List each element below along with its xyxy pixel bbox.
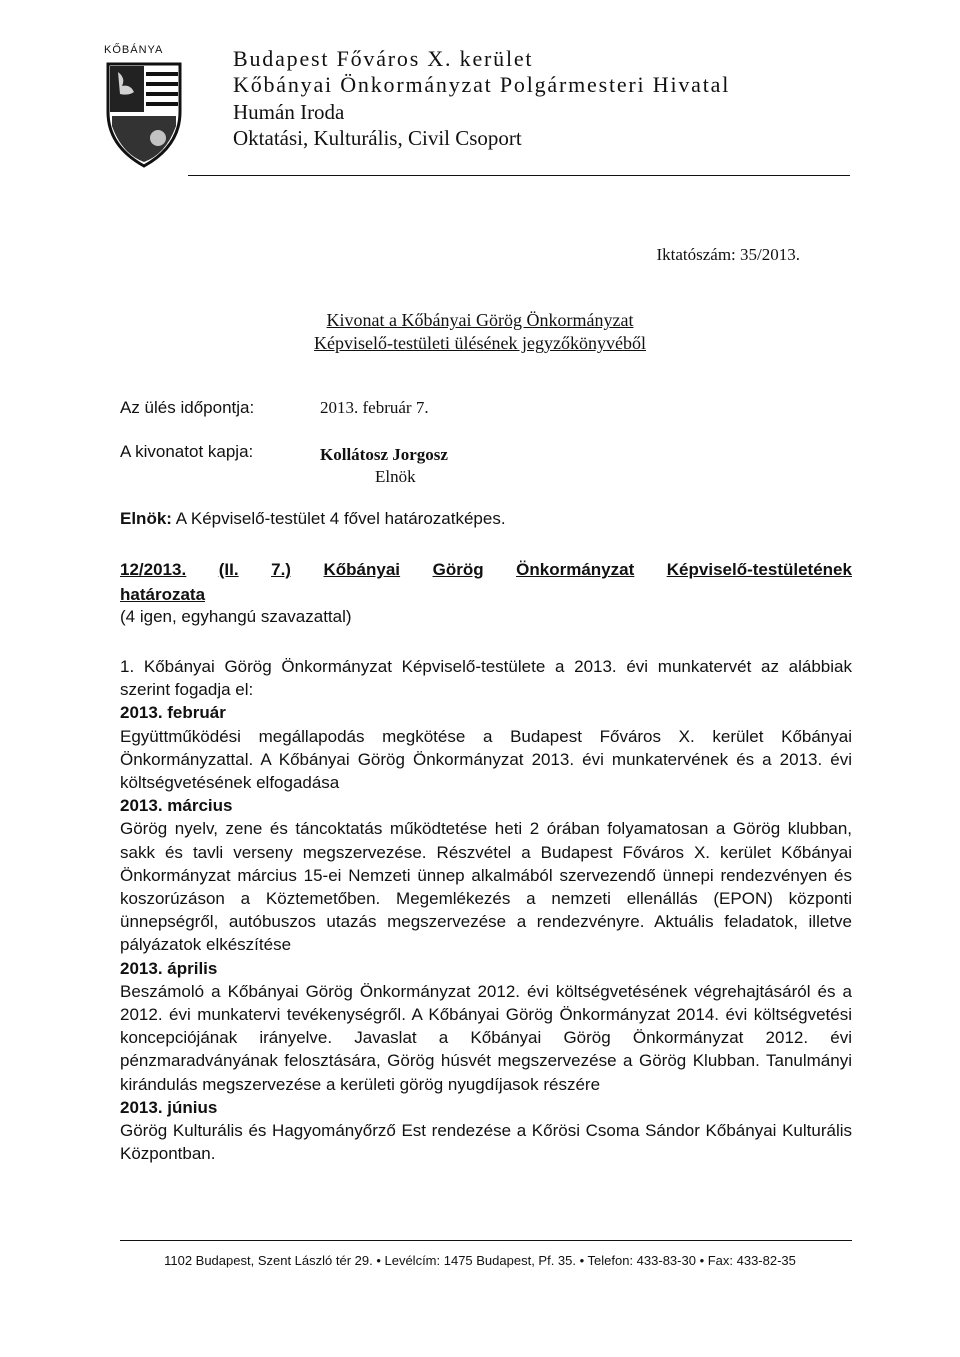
resolution-part: Kőbányai	[323, 560, 401, 579]
meeting-date-value: 2013. február 7.	[320, 398, 429, 417]
resolution-part: (II.	[218, 560, 239, 579]
extract-title-line2: Képviselő-testületi ülésének jegyzőkönyvéből	[314, 333, 646, 353]
month-text: Görög nyelv, zene és táncoktatás működtetése heti 2 órában folyamatosan a Görög klubban, sakk és tavli verseny megszervezése. Részvétel a Budapest Főváros X. kerület Kőbányai Önkormányzat március 15-ei Nemzeti ünnep alkalmából szervezendő ünnepi rendezvényen és koszorúzáson a Köztemetőben. Megemlékezés a nemzeti ellenállás (EPON) központi ünnepségről, autóbuszos utazás megszervezése a rendezvényre. Aktuális feladatok, illetve pályázatok elkészítése	[120, 819, 852, 955]
month-text: Beszámoló a Kőbányai Görög Önkormányzat 2012. évi költségvetésének végrehajtásáról és a 2012. évi munkatervi tevékenységről. A Kőbányai Görög Önkormányzat 2014. évi költségvetési koncepciójának irányelve. Javaslat a Kőbányai Görög Önkormányzat 2012. évi pénzmaradványának felosztására, Görög húsvét megszervezése a Görög Klubban. Tanulmányi kirándulás megszervezése a kerületi görög nyugdíjasok részére	[120, 981, 852, 1094]
month-heading: 2013. április	[120, 958, 218, 978]
work-plan-body	[120, 655, 852, 1165]
chair-text: A Képviselő-testület 4 fővel határozatképes.	[175, 509, 506, 528]
header-divider	[188, 175, 850, 176]
meeting-date-label: Az ülés időpontja:	[120, 398, 255, 417]
footer-contact: 1102 Budapest, Szent László tér 29. • Levélcím: 1475 Budapest, Pf. 35. • Telefon: 433-83-30 • Fax: 433-82-35	[164, 1253, 796, 1268]
resolution-part: Görög	[432, 560, 484, 579]
chair-label: Elnök:	[120, 509, 172, 528]
month-heading: 2013. június	[120, 1097, 218, 1117]
month-text: Együttműködési megállapodás megkötése a Budapest Főváros X. kerület Kőbányai Önkormányzattal. A Kőbányai Görög Önkormányzat 2013. évi munkatervének és a 2013. évi költségvetésének elfogadása	[120, 726, 852, 793]
resolution-heading-line2: határozata	[120, 585, 206, 604]
header-line-group: Oktatási, Kulturális, Civil Csoport	[233, 126, 522, 150]
recipient-title: Elnök	[375, 467, 416, 486]
header-line-city: Budapest Főváros X. kerület	[233, 46, 534, 71]
footer-divider	[120, 1240, 852, 1241]
chair-statement	[120, 509, 506, 529]
coat-of-arms-logo	[96, 42, 192, 172]
work-plan-intro: 1. Kőbányai Görög Önkormányzat Képviselő-testülete a 2013. évi munkatervét az alábbiak szerint fogadja el:	[120, 657, 852, 700]
month-heading: 2013. február	[120, 703, 226, 723]
crest-label: KŐBÁNYA	[104, 44, 164, 56]
extract-title-line1: Kivonat a Kőbányai Görög Önkormányzat	[326, 310, 634, 330]
resolution-part: Képviselő-testületének	[666, 560, 852, 579]
resolution-part: Önkormányzat	[516, 560, 635, 579]
registration-number: Iktatószám: 35/2013.	[656, 245, 800, 264]
header-line-department: Humán Iroda	[233, 100, 345, 124]
resolution-number	[120, 560, 852, 580]
resolution-part: 12/2013.	[120, 560, 187, 579]
recipient-name: Kollátosz Jorgosz	[320, 445, 448, 464]
header-line-office: Kőbányai Önkormányzat Polgármesteri Hivatal	[233, 72, 731, 97]
month-heading: 2013. március	[120, 796, 233, 816]
vote-result: (4 igen, egyhangú szavazattal)	[120, 607, 352, 626]
month-text: Görög Kulturális és Hagyományőrző Est rendezése a Kőrösi Csoma Sándor Kőbányai Kulturális Központban.	[120, 1121, 852, 1164]
resolution-part: 7.)	[271, 560, 291, 579]
recipient-label: A kivonatot kapja:	[120, 442, 254, 461]
